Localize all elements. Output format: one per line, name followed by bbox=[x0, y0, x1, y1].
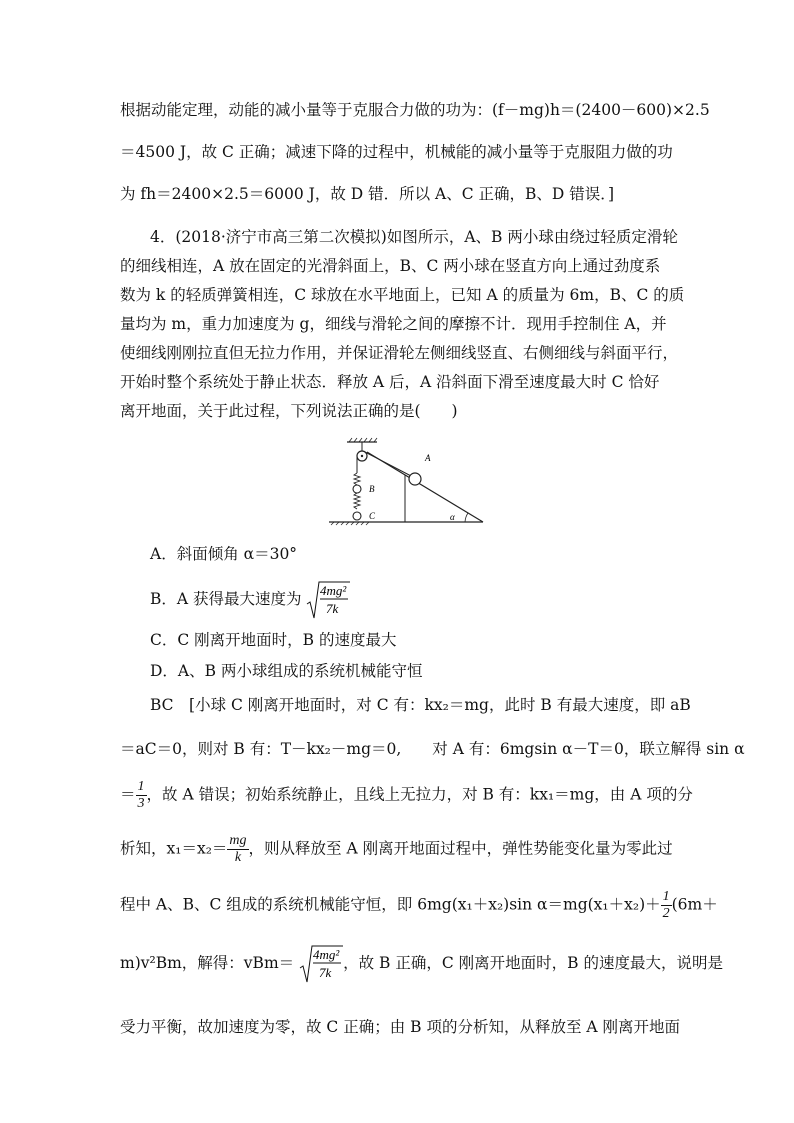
answer-line-3 bbox=[120, 779, 693, 812]
option-c: C．C 刚离开地面时，B 的速度最大 bbox=[150, 631, 397, 649]
sqrt-symbol-2 bbox=[299, 944, 343, 984]
label-b: B bbox=[369, 484, 375, 494]
answer-eq-sign: ＝ bbox=[120, 785, 136, 804]
svg-text:7k: 7k bbox=[319, 965, 332, 980]
question-line-4: 量均为 m，重力加速度为 g，细线与滑轮之间的摩擦不计．现用手控制住 A，并 bbox=[120, 315, 667, 333]
spring-bc bbox=[354, 493, 360, 509]
label-c: C bbox=[369, 511, 376, 521]
option-b-prefix: B．A 获得最大速度为 bbox=[150, 590, 302, 608]
sqrt-vbm bbox=[299, 944, 343, 984]
fraction-mg-k: $\frac{mg}{k}$ bbox=[229, 833, 247, 865]
svg-text:4mg²: 4mg² bbox=[313, 947, 340, 962]
question-line-5: 使细线刚刚拉直但无拉力作用，并保证滑轮左侧细线竖直、右侧细线与斜面平行， bbox=[120, 344, 679, 362]
angle-arc bbox=[465, 513, 468, 522]
answer-line-4 bbox=[120, 833, 680, 866]
option-b-den: 7k bbox=[326, 601, 339, 616]
option-b bbox=[150, 580, 350, 620]
ball-c-icon bbox=[353, 512, 361, 520]
answer-line-4-pre: 析知，x₁＝x₂＝ bbox=[120, 839, 228, 858]
option-d: D．A、B 两小球组成的系统机械能守恒 bbox=[150, 662, 423, 680]
answer-line-2: ＝aC＝0，则对 B 有：T－kx₂－mg＝0, 对 A 有：6mgsin α－T＝0，联立解得 sin α bbox=[120, 740, 745, 758]
prev-answer-line-2: ＝4500 J，故 C 正确；减速下降的过程中，机械能的减小量等于克服阻力做的功 bbox=[120, 143, 673, 161]
question-number: 4． bbox=[150, 228, 176, 246]
question-line-2: 的细线相连，A 放在固定的光滑斜面上，B、C 两小球在竖直方向上通过劲度系 bbox=[120, 257, 661, 275]
label-a: A bbox=[425, 453, 431, 463]
answer-line-5-text: 程中 A、B、C 组成的系统机械能守恒，即 6mg(x₁＋x₂)sin α＝mg(x₁＋x₂)＋ bbox=[120, 895, 661, 914]
answer-line-6 bbox=[120, 944, 723, 984]
question-line-1 bbox=[150, 226, 710, 248]
ball-b-icon bbox=[353, 485, 361, 493]
answer-line-4-text: ，则从释放至 A 刚离开地面过程中，弹性势能变化量为零此过 bbox=[248, 839, 673, 858]
upper-spring bbox=[354, 473, 360, 485]
sqrt-expression bbox=[306, 580, 350, 620]
question-source: (2018·济宁市高三第二次模拟) bbox=[175, 228, 387, 246]
sqrt-symbol bbox=[306, 580, 350, 620]
answer-line-6-pre: m)v²Bm，解得：vBm＝ bbox=[120, 954, 295, 972]
question-line-3: 数为 k 的轻质弹簧相连，C 球放在水平地面上，已知 A 的质量为 6m，B、C 的质 bbox=[120, 286, 685, 304]
answer-line-3-text: ，故 A 错误；初始系统静止，且线上无拉力，对 B 有：kx₁＝mg，由 A 项的分 bbox=[146, 785, 693, 804]
ceiling-hatch bbox=[349, 438, 377, 442]
answer-line-1: BC [小球 C 刚离开地面时，对 C 有：kx₂＝mg，此时 B 有最大速度，即 aB bbox=[150, 696, 691, 714]
answer-line-7: 受力平衡，故加速度为零，故 C 正确；由 B 项的分析知，从释放至 A 刚离开地面 bbox=[120, 1018, 681, 1036]
prev-answer-line-1: 根据动能定理，动能的减小量等于克服合力做的功为：(f－mg)h＝(2400－600)×2.5 bbox=[120, 101, 710, 119]
answer-line-6-text: ，故 B 正确，C 刚离开地面时，B 的速度最大，说明是 bbox=[343, 954, 723, 972]
question-text-1: 如图所示，A、B 两小球由绕过轻质定滑轮 bbox=[386, 228, 678, 246]
question-line-6: 开始时整个系统处于静止状态．释放 A 后，A 沿斜面下滑至速度最大时 C 恰好 bbox=[120, 373, 660, 391]
answer-line-5-post: (6m＋ bbox=[671, 895, 718, 914]
option-a: A．斜面倾角 α＝30° bbox=[150, 545, 298, 563]
label-alpha: α bbox=[450, 512, 455, 522]
fraction-one-half: $\frac{1}{2}$ bbox=[662, 889, 670, 921]
prev-answer-line-3: 为 fh＝2400×2.5＝6000 J，故 D 错．所以 A、C 正确，B、D 错误．] bbox=[120, 185, 615, 203]
ball-a-icon bbox=[409, 473, 421, 485]
fraction-one-third: $\frac{1}{3}$ bbox=[137, 779, 145, 811]
option-b-num: 4mg² bbox=[320, 583, 347, 598]
question-line-7: 离开地面，关于此过程，下列说法正确的是( ) bbox=[120, 402, 458, 420]
answer-line-5 bbox=[120, 889, 718, 922]
physics-figure bbox=[325, 437, 485, 529]
